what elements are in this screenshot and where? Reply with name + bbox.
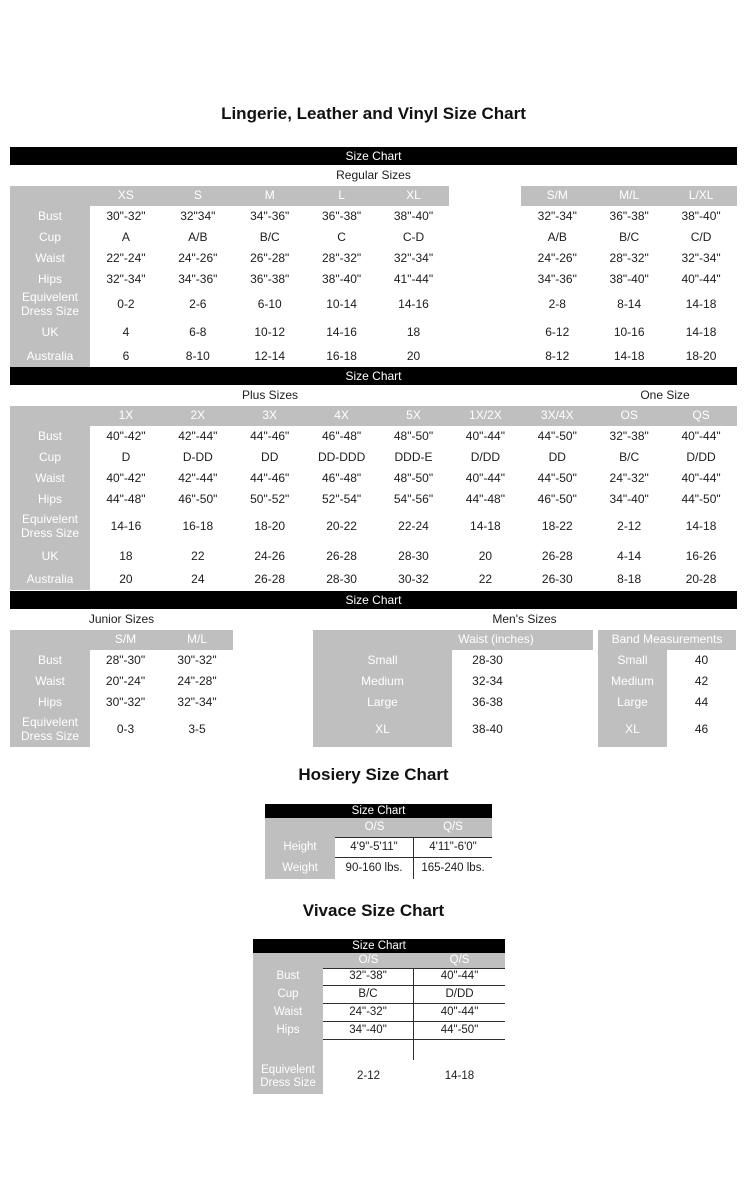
table-cell xyxy=(449,248,521,269)
table-cell: 40"-44" xyxy=(414,968,505,986)
table-cell: 32"-34" xyxy=(161,692,233,713)
row-label: Waist xyxy=(253,1004,323,1022)
column-header: L/XL xyxy=(665,186,737,206)
column-header: XL xyxy=(378,186,450,206)
table-cell: 2-12 xyxy=(593,510,665,544)
table-cell: 44"-46" xyxy=(234,426,306,447)
table-cell: 14-16 xyxy=(378,290,450,320)
table-cell: 22 xyxy=(162,544,234,570)
table-cell: 4'11"-6'0" xyxy=(414,837,492,858)
table-cell: 46 xyxy=(667,713,736,747)
size-chart-bar: Size Chart xyxy=(265,804,492,818)
table-cell: 14-18 xyxy=(449,510,521,544)
table-cell: A xyxy=(90,227,162,248)
table-cell: D/DD xyxy=(449,447,521,468)
one-size-subtitle: One Size xyxy=(640,388,690,402)
table-cell: B/C xyxy=(234,227,306,248)
plus-sizes-subtitle-row xyxy=(10,385,737,406)
mens-sizes-table xyxy=(313,630,736,747)
table-cell: 42"-44" xyxy=(162,468,234,489)
table-cell: 34"-40" xyxy=(323,1022,414,1040)
row-label: Weight xyxy=(265,858,335,879)
table-cell: 34"-36" xyxy=(521,269,593,290)
row-label: Bust xyxy=(10,206,90,227)
column-header: 1X xyxy=(90,406,162,426)
hosiery-table xyxy=(265,818,492,879)
column-header: O/S xyxy=(335,818,414,837)
column-header: XS xyxy=(90,186,162,206)
table-cell: 40 xyxy=(667,650,736,671)
row-label: Cup xyxy=(10,447,90,468)
column-header xyxy=(449,186,521,206)
table-cell: B/C xyxy=(593,227,665,248)
table-cell: 40"-44" xyxy=(665,269,737,290)
table-cell: A/B xyxy=(162,227,234,248)
table-cell: 36"-38" xyxy=(593,206,665,227)
table-cell: 52"-54" xyxy=(306,489,378,510)
table-cell: 8-18 xyxy=(593,570,665,590)
table-cell: 44"-48" xyxy=(90,489,162,510)
table-cell: 32"-34" xyxy=(378,248,450,269)
junior-mens-section xyxy=(10,591,737,747)
table-cell: 32"-34" xyxy=(665,248,737,269)
row-label: UK xyxy=(10,320,90,346)
column-header: S/M xyxy=(90,630,161,650)
row-label: XL xyxy=(313,713,452,747)
plus-sizes-section xyxy=(10,367,737,590)
table-cell: 44 xyxy=(667,692,736,713)
table-cell: 34"-36" xyxy=(234,206,306,227)
table-cell: 24"-32" xyxy=(593,468,665,489)
row-label: Waist xyxy=(10,671,90,692)
junior-mens-tables xyxy=(10,630,737,747)
table-cell: 16-18 xyxy=(162,510,234,544)
row-label: Equivelent Dress Size xyxy=(253,1060,323,1094)
table-cell: DD xyxy=(521,447,593,468)
column-header: O/S xyxy=(323,953,414,968)
column-header: S/M xyxy=(521,186,593,206)
table-cell: 18-20 xyxy=(234,510,306,544)
regular-sizes-section xyxy=(10,147,737,367)
table-cell: 22-24 xyxy=(378,510,450,544)
table-cell: 14-18 xyxy=(665,510,737,544)
table-cell: 34"-40" xyxy=(593,489,665,510)
table-cell: 46"-50" xyxy=(162,489,234,510)
table-cell: B/C xyxy=(593,447,665,468)
table-cell: 8-10 xyxy=(162,346,234,367)
row-label: Cup xyxy=(253,986,323,1004)
vivace-table xyxy=(253,953,505,1094)
table-cell: 40"-44" xyxy=(449,468,521,489)
table-cell: 38"-40" xyxy=(378,206,450,227)
size-chart-bar: Size Chart xyxy=(10,147,737,165)
row-label: Bust xyxy=(10,650,90,671)
table-cell: D/DD xyxy=(414,986,505,1004)
column-header xyxy=(265,818,335,837)
row-label: Medium xyxy=(598,671,667,692)
table-cell: 32"-34" xyxy=(521,206,593,227)
table-cell: 4-14 xyxy=(593,544,665,570)
table-cell: 34"-36" xyxy=(162,269,234,290)
table-cell: 54"-56" xyxy=(378,489,450,510)
row-label: Equivelent Dress Size xyxy=(10,290,90,320)
column-header: 2X xyxy=(162,406,234,426)
vivace-section xyxy=(253,939,505,1094)
table-cell: 40"-44" xyxy=(449,426,521,447)
table-cell: 38-40 xyxy=(452,713,593,747)
column-header xyxy=(10,186,90,206)
table-cell: 90-160 lbs. xyxy=(335,858,414,879)
size-chart-bar: Size Chart xyxy=(10,591,737,609)
table-cell: DD-DDD xyxy=(306,447,378,468)
table-cell: 0-3 xyxy=(90,713,161,747)
row-label: Height xyxy=(265,837,335,858)
column-header: M/L xyxy=(593,186,665,206)
row-label: Large xyxy=(598,692,667,713)
table-cell: C/D xyxy=(665,227,737,248)
row-label: Waist xyxy=(10,468,90,489)
regular-sizes-subtitle: Regular Sizes xyxy=(336,168,411,182)
table-cell xyxy=(449,269,521,290)
table-cell xyxy=(449,227,521,248)
table-cell: 40"-44" xyxy=(665,468,737,489)
table-cell: 18-22 xyxy=(521,510,593,544)
table-cell: 40"-44" xyxy=(414,1004,505,1022)
table-cell xyxy=(449,206,521,227)
column-header: 4X xyxy=(306,406,378,426)
row-label: Australia xyxy=(10,346,90,367)
table-cell: 28"-32" xyxy=(306,248,378,269)
table-cell: 22 xyxy=(449,570,521,590)
table-cell: 38"-40" xyxy=(306,269,378,290)
table-cell: 24"-26" xyxy=(162,248,234,269)
table-cell: 26-28 xyxy=(234,570,306,590)
table-cell: 8-14 xyxy=(593,290,665,320)
table-cell: 4 xyxy=(90,320,162,346)
column-header: 1X/2X xyxy=(449,406,521,426)
row-label: Hips xyxy=(10,692,90,713)
plus-sizes-subtitle: Plus Sizes xyxy=(241,388,299,402)
column-header: Q/S xyxy=(414,818,492,837)
table-cell: 26-28 xyxy=(306,544,378,570)
table-cell: 38"-40" xyxy=(593,269,665,290)
table-cell: 24-26 xyxy=(234,544,306,570)
table-cell: 24"-32" xyxy=(323,1004,414,1022)
table-cell: B/C xyxy=(323,986,414,1004)
table-cell: 0-2 xyxy=(90,290,162,320)
hosiery-section xyxy=(265,804,492,879)
table-cell: 42"-44" xyxy=(162,426,234,447)
row-label: Bust xyxy=(253,968,323,986)
table-cell: 30"-32" xyxy=(90,206,162,227)
plus-sizes-table xyxy=(10,406,737,590)
table-cell: 46"-48" xyxy=(306,468,378,489)
table-cell: D-DD xyxy=(162,447,234,468)
table-cell: 6-10 xyxy=(234,290,306,320)
regular-sizes-table xyxy=(10,186,737,367)
table-cell: 44"-50" xyxy=(665,489,737,510)
row-label: Hips xyxy=(10,489,90,510)
row-label: Large xyxy=(313,692,452,713)
table-cell: DD xyxy=(234,447,306,468)
table-cell: 10-12 xyxy=(234,320,306,346)
table-spacer xyxy=(323,1040,414,1060)
column-header: L xyxy=(306,186,378,206)
table-cell: 6-12 xyxy=(521,320,593,346)
row-label: Equivelent Dress Size xyxy=(10,713,90,747)
junior-sizes-table xyxy=(10,630,233,747)
table-cell: 28-30 xyxy=(306,570,378,590)
table-cell: 22"-24" xyxy=(90,248,162,269)
table-cell: 30-32 xyxy=(378,570,450,590)
size-chart-bar: Size Chart xyxy=(10,367,737,385)
table-cell: 28-30 xyxy=(378,544,450,570)
table-cell: 8-12 xyxy=(521,346,593,367)
table-cell: 28-30 xyxy=(452,650,593,671)
table-cell: 44"-50" xyxy=(414,1022,505,1040)
row-label: XL xyxy=(598,713,667,747)
table-cell: 20 xyxy=(90,570,162,590)
table-cell: 40"-42" xyxy=(90,468,162,489)
table-cell: 12-14 xyxy=(234,346,306,367)
table-cell: 20-22 xyxy=(306,510,378,544)
table-cell: 18 xyxy=(378,320,450,346)
column-header: OS xyxy=(593,406,665,426)
row-label: Bust xyxy=(10,426,90,447)
table-cell: 44"-50" xyxy=(521,426,593,447)
table-cell: 2-8 xyxy=(521,290,593,320)
table-cell: 26-30 xyxy=(521,570,593,590)
table-cell: 10-14 xyxy=(306,290,378,320)
table-cell: 32"-38" xyxy=(593,426,665,447)
table-cell: 38"-40" xyxy=(665,206,737,227)
column-header xyxy=(10,406,90,426)
row-label: Hips xyxy=(10,269,90,290)
table-cell: 46"-50" xyxy=(521,489,593,510)
row-label: Hips xyxy=(253,1022,323,1040)
table-cell xyxy=(449,290,521,320)
mens-sizes-subtitle: Men's Sizes xyxy=(492,612,557,626)
table-cell: 24"-28" xyxy=(161,671,233,692)
table-cell: 18 xyxy=(90,544,162,570)
table-cell: 30"-32" xyxy=(90,692,161,713)
column-header: Q/S xyxy=(414,953,505,968)
table-cell: 20"-24" xyxy=(90,671,161,692)
column-header xyxy=(10,630,90,650)
table-cell: D xyxy=(90,447,162,468)
row-label: UK xyxy=(10,544,90,570)
table-cell: 44"-48" xyxy=(449,489,521,510)
table-cell: 16-26 xyxy=(665,544,737,570)
table-cell: 14-18 xyxy=(665,320,737,346)
table-cell: 16-18 xyxy=(306,346,378,367)
column-header xyxy=(253,953,323,968)
table-cell: 48"-50" xyxy=(378,426,450,447)
table-cell: 14-18 xyxy=(665,290,737,320)
junior-sizes-subtitle: Junior Sizes xyxy=(88,612,155,626)
table-cell: 40"-44" xyxy=(665,426,737,447)
column-header: S xyxy=(162,186,234,206)
table-cell: 46"-48" xyxy=(306,426,378,447)
table-cell: 32"-34" xyxy=(90,269,162,290)
page-title: Lingerie, Leather and Vinyl Size Chart xyxy=(221,104,526,123)
table-cell: 30"-32" xyxy=(161,650,233,671)
table-cell: 50"-52" xyxy=(234,489,306,510)
column-header: QS xyxy=(665,406,737,426)
row-label xyxy=(253,1040,323,1060)
table-cell: 2-6 xyxy=(162,290,234,320)
table-cell: 42 xyxy=(667,671,736,692)
table-cell: 20 xyxy=(378,346,450,367)
table-cell: 14-16 xyxy=(90,510,162,544)
table-cell: 3-5 xyxy=(161,713,233,747)
size-chart-bar: Size Chart xyxy=(253,939,505,953)
table-cell: 48"-50" xyxy=(378,468,450,489)
table-cell: 20-28 xyxy=(665,570,737,590)
row-label: Equivelent Dress Size xyxy=(10,510,90,544)
table-cell: 44"-46" xyxy=(234,468,306,489)
column-header: M xyxy=(234,186,306,206)
table-cell: 2-12 xyxy=(323,1060,414,1094)
row-label: Australia xyxy=(10,570,90,590)
table-cell: 40"-42" xyxy=(90,426,162,447)
row-label: Waist xyxy=(10,248,90,269)
table-cell: C-D xyxy=(378,227,450,248)
table-cell: 28"-30" xyxy=(90,650,161,671)
table-cell: 36-38 xyxy=(452,692,593,713)
row-label: Small xyxy=(598,650,667,671)
table-cell: 32"34" xyxy=(162,206,234,227)
vivace-title: Vivace Size Chart xyxy=(302,901,445,920)
row-label: Cup xyxy=(10,227,90,248)
table-cell: D/DD xyxy=(665,447,737,468)
column-header: 3X/4X xyxy=(521,406,593,426)
table-cell: 24"-26" xyxy=(521,248,593,269)
table-cell: 6 xyxy=(90,346,162,367)
table-cell: 4'9"-5'11" xyxy=(335,837,414,858)
table-cell: 28"-32" xyxy=(593,248,665,269)
column-header: M/L xyxy=(161,630,233,650)
table-cell: 14-16 xyxy=(306,320,378,346)
table-cell: 26"-28" xyxy=(234,248,306,269)
table-cell xyxy=(449,346,521,367)
table-cell xyxy=(449,320,521,346)
table-cell: 41"-44" xyxy=(378,269,450,290)
column-header: 5X xyxy=(378,406,450,426)
table-cell: A/B xyxy=(521,227,593,248)
table-cell: 10-16 xyxy=(593,320,665,346)
column-header: 3X xyxy=(234,406,306,426)
table-cell: 165-240 lbs. xyxy=(414,858,492,879)
hosiery-title: Hosiery Size Chart xyxy=(298,765,449,784)
table-cell: 44"-50" xyxy=(521,468,593,489)
column-header: Waist (inches) xyxy=(313,630,593,650)
table-cell: 32"-38" xyxy=(323,968,414,986)
row-label: Medium xyxy=(313,671,452,692)
column-header: Band Measurements xyxy=(598,630,736,650)
junior-mens-subtitle-row xyxy=(10,609,737,630)
table-cell: 14-18 xyxy=(593,346,665,367)
table-cell: 26-28 xyxy=(521,544,593,570)
table-cell: 24 xyxy=(162,570,234,590)
table-cell: 36"-38" xyxy=(306,206,378,227)
table-cell: 14-18 xyxy=(414,1060,505,1094)
table-cell: 6-8 xyxy=(162,320,234,346)
table-cell: C xyxy=(306,227,378,248)
row-label: Small xyxy=(313,650,452,671)
table-cell: 20 xyxy=(449,544,521,570)
table-spacer xyxy=(414,1040,505,1060)
table-cell: 18-20 xyxy=(665,346,737,367)
table-cell: 32-34 xyxy=(452,671,593,692)
table-cell: 36"-38" xyxy=(234,269,306,290)
table-cell: DDD-E xyxy=(378,447,450,468)
